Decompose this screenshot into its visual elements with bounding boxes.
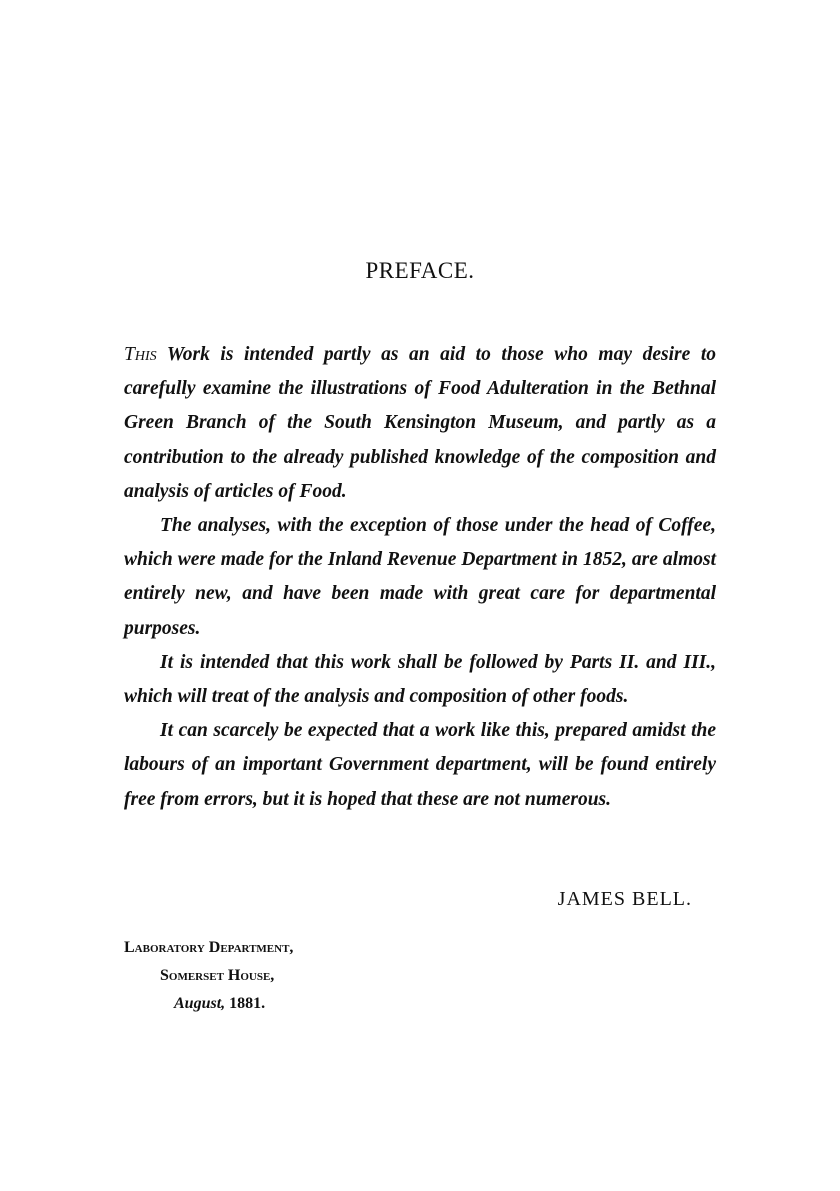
paragraph-1-text: Work is intended partly as an aid to those who may desire to carefully examine the illustrations of Food Adulteration in the Bethnal Green Branch of the South Kensington Museum, and partly as a contribution to the already published knowledge of the composition and analysis of articles of Food. (124, 344, 716, 502)
address-line-2: Somerset House, (160, 967, 275, 984)
page-title: PREFACE. (365, 258, 475, 283)
paragraph-2: The analyses, with the exception of those under the head of Coffee, which were made for the Inland Revenue Department in 1852, are almost entirely new, and have been made with great care for departmental purposes. (124, 515, 716, 639)
paragraph-lead-word: This (124, 344, 157, 365)
address-date (124, 990, 293, 1018)
address-line-1: Laboratory Department, (124, 939, 294, 956)
paragraph-3: It is intended that this work shall be followed by Parts II. and III., which will treat of the analysis and composition of other foods. (124, 651, 716, 708)
date-month: August, (174, 995, 226, 1012)
paragraph-1 (124, 338, 716, 509)
paragraph-4: It can scarcely be expected that a work like this, prepared amidst the labours of an important Government department, will be found entirely free from errors, but it is hoped that these are not numerous. (124, 720, 716, 810)
preface-body (124, 338, 716, 817)
address-block (124, 934, 293, 1018)
date-year: 1881. (229, 995, 266, 1012)
author-signature: JAMES BELL. (557, 888, 692, 910)
